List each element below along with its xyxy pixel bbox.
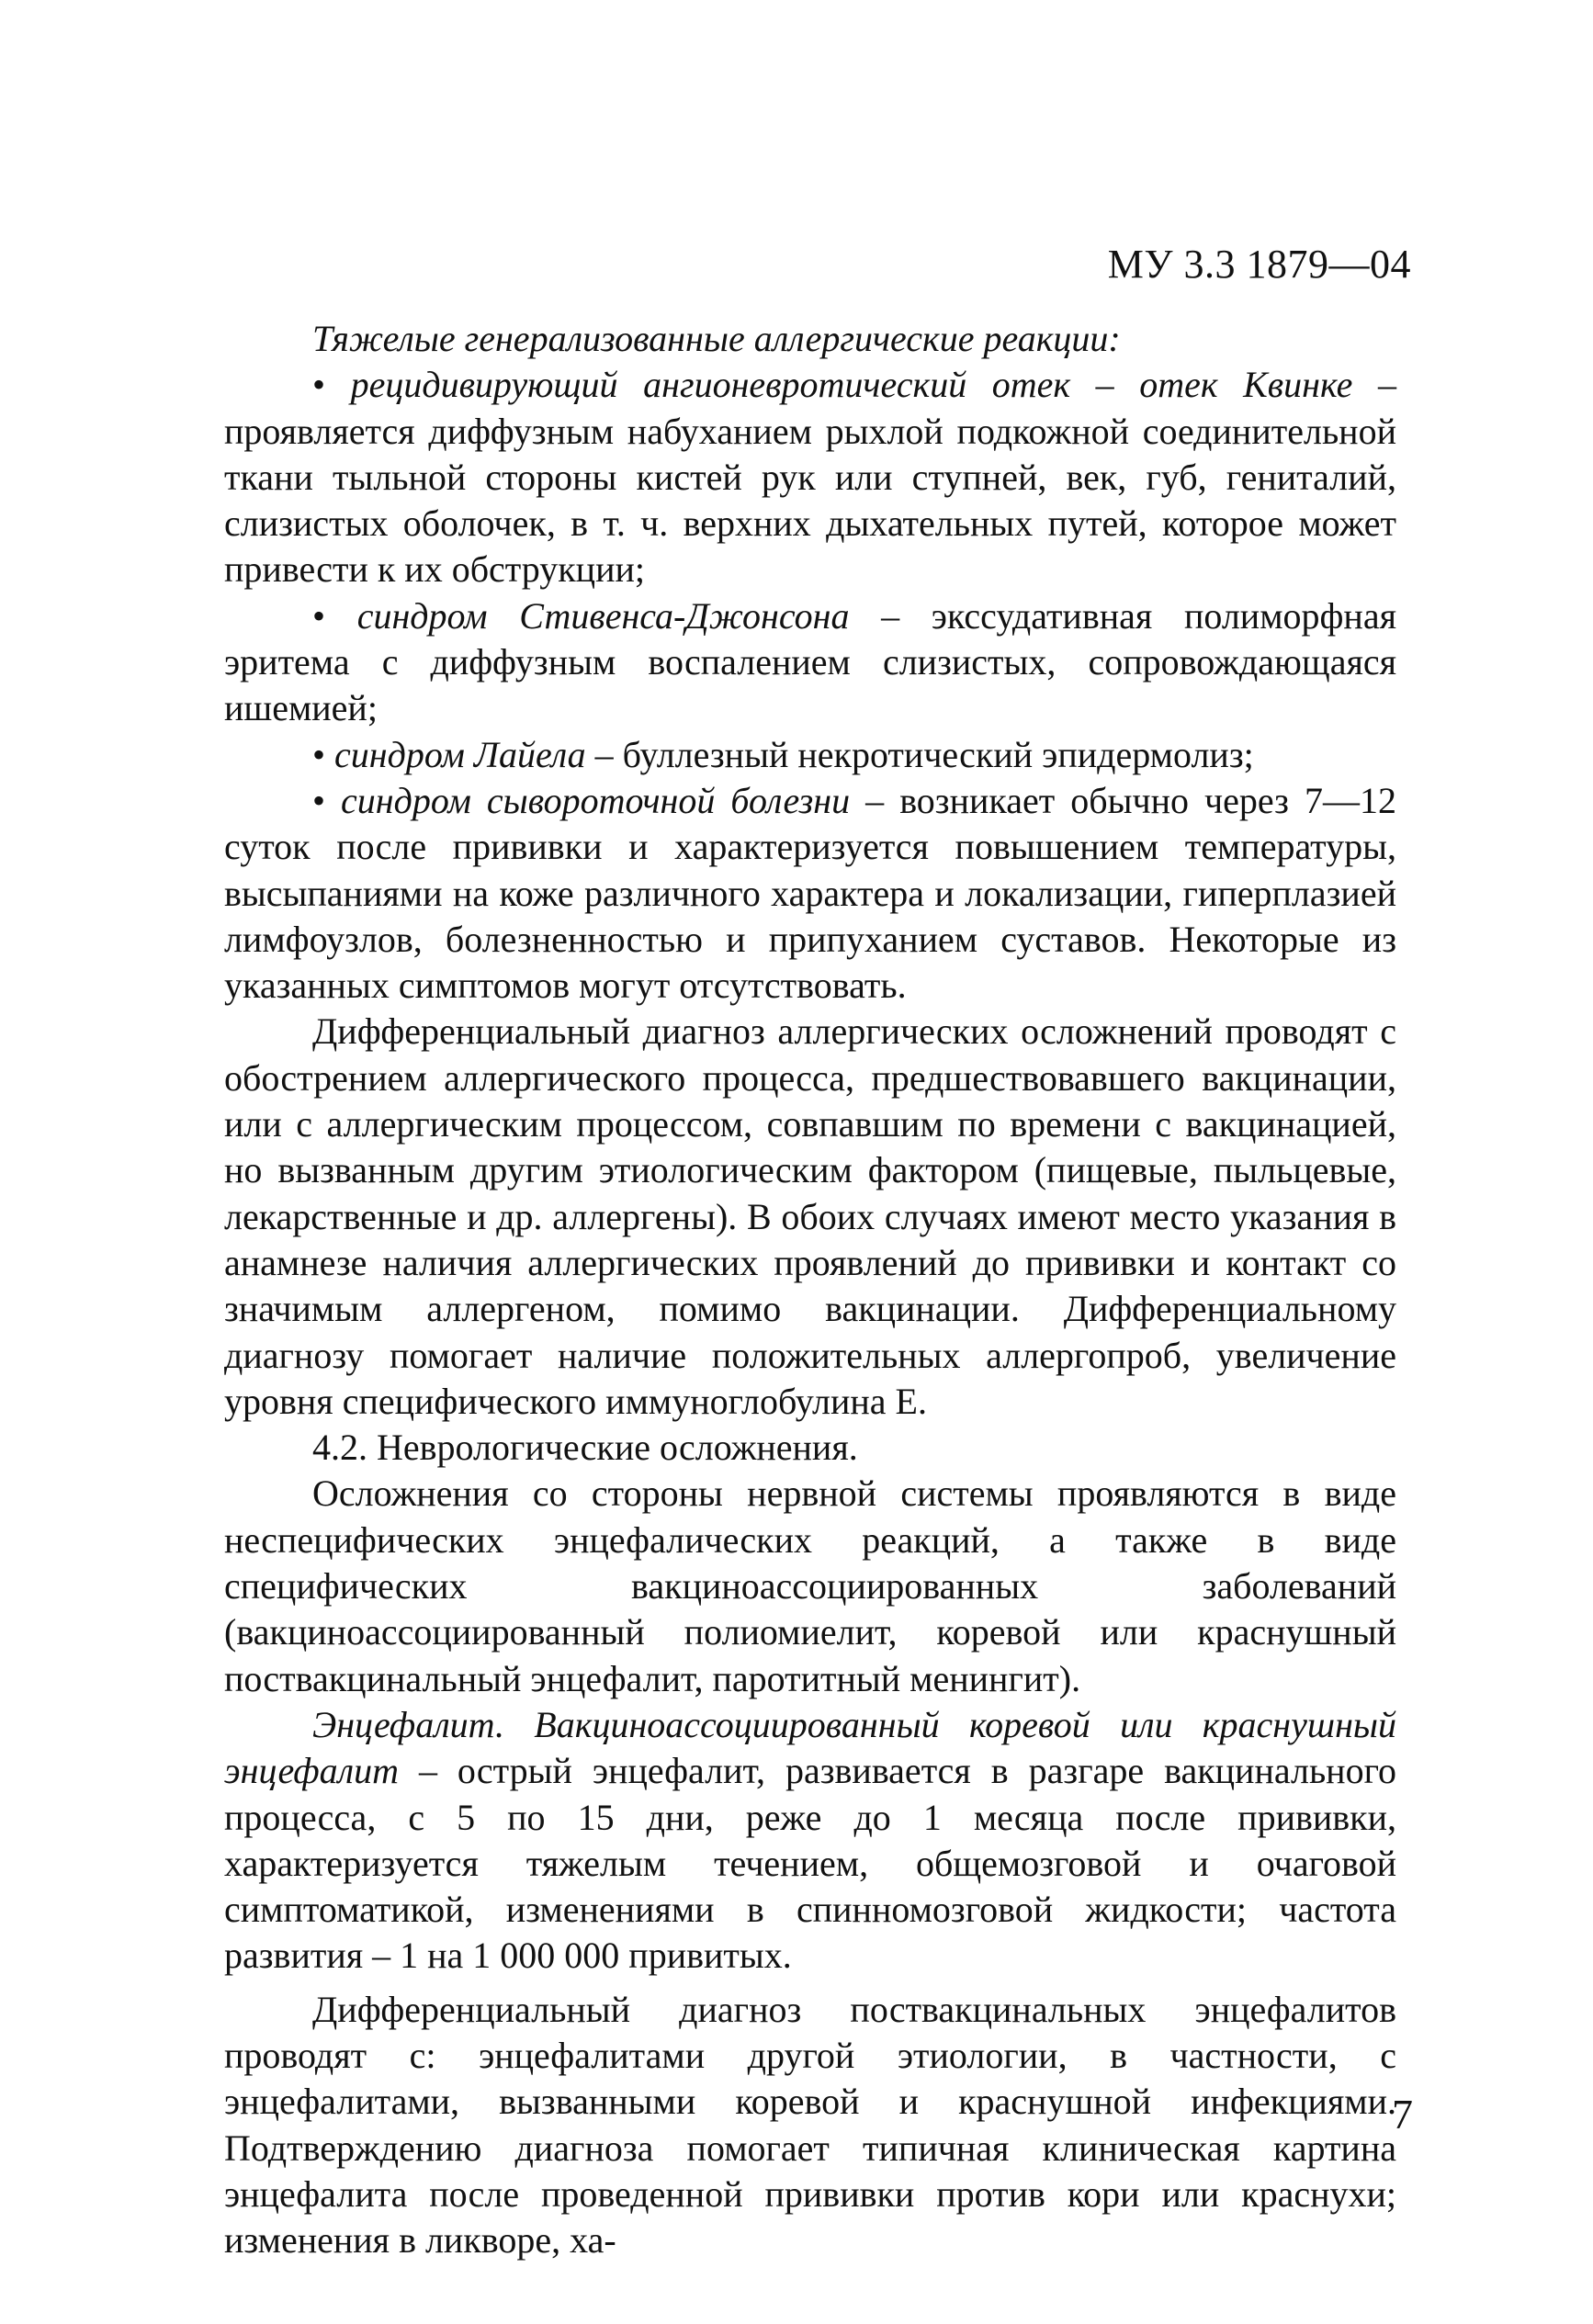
bullet-serum-sickness-term: синдром сывороточной болезни <box>341 779 851 821</box>
bullet-quincke-edema: • рецидивирующий ангионевротический отек – отек Квинке – проявляется диффузным набуханием рыхлой подкожной соединительной ткани тыльной стороны кистей рук или ступней, век, губ, гениталий, слизистых оболочек, в т. ч. верхних дыхательных путей, которое может привести к их обструкции; <box>224 364 1396 591</box>
bullet-lyell-term: синдром Лайела <box>334 733 586 775</box>
neuro-intro-paragraph: Осложнения со стороны нервной системы проявляются в виде неспецифических энцефалических реакций, а также в виде специфических вакциноассоциированных заболеваний (вакциноассоциированный полиомиелит, коревой или краснушный поствакцинальный энцефалит, паротитный менингит). <box>224 1472 1396 1699</box>
neuro-differential-paragraph: Дифференциальный диагноз поствакцинальных энцефалитов проводят с: энцефалитами другой этиологии, в частности, с энцефалитами, вызванными коревой и краснушной инфекциями. Подтверждению диагноза помогает типичная клиническая картина энцефалита после проведенной прививки против кори или краснухи; изменения в ликворе, ха- <box>224 1988 1396 2262</box>
neuro-section-heading: 4.2. Неврологические осложнения. <box>312 1427 858 1469</box>
encephalitis-paragraph <box>224 1702 1396 1980</box>
bullet-quincke-term: рецидивирующий ангионевротический отек – отек Квинке <box>350 364 1353 406</box>
allergic-differential-paragraph: Дифференциальный диагноз аллергических осложнений проводят с обострением аллергического процесса, предшествовавшего вакцинации, или с аллергическим процессом, совпавшим по времени с вакцинацией, но вызванным другим этиологическим фактором (пищевые, пыльцевые, лекарственные и др. аллергены). В обоих случаях имеют место указания в анамнезе наличия аллергических проявлений до прививки и контакт со значимым аллергеном, помимо вакцинации. Дифференциальному диагнозу помогает наличие положительных аллергопроб, увеличение уровня специфического иммуноглобулина Е. <box>224 1010 1396 1422</box>
bullet-serum-sickness: • синдром сывороточной болезни – возникает обычно через 7—12 суток после прививки и характеризуется повышением температуры, высыпаниями на коже различного характера и локализации, гиперплазией лимфоузлов, болезненностью и припуханием суставов. Некоторые из указанных симптомов могут отсутствовать. <box>224 779 1396 1007</box>
encephalitis-term: Энцефалит. Вакциноассоциированный коревой или краснушный энцефалит <box>224 1703 1396 1792</box>
allergic-reactions-heading <box>224 316 1396 362</box>
document-code: МУ 3.3 1879—04 <box>1107 242 1411 287</box>
bullet-lyell-text: – буллезный некротический эпидермолиз; <box>585 733 1254 775</box>
encephalitis-text: – острый энцефалит, развивается в разгаре вакцинального процесса, с 5 по 15 дни, реже до 1 месяца после прививки, характеризуется тяжелым течением, общемозговой и очаговой симптоматикой, изменениями в спинномозговой жидкости; частота развития – 1 на 1 000 000 привитых. <box>224 1750 1396 1977</box>
bullet-lyell: • синдром Лайела – буллезный некротический эпидермолиз; <box>312 733 1254 775</box>
allergic-reactions-heading-text: Тяжелые генерализованные аллергические реакции: <box>312 318 1121 359</box>
document-body <box>224 316 1396 2263</box>
page-number: 7 <box>1392 2091 1413 2138</box>
bullet-stevens-johnson-text: – экссудативная полиморфная эритема с диффузным воспалением слизистых, сопровождающаяся ишемией; <box>224 594 1396 729</box>
bullet-stevens-johnson: • синдром Стивенса-Джонсона – экссудативная полиморфная эритема с диффузным воспалением слизистых, сопровождающаяся ишемией; <box>224 594 1396 729</box>
bullet-serum-sickness-text: – возникает обычно через 7—12 суток после прививки и характеризуется повышением температуры, высыпаниями на коже различного характера и локализации, гиперплазией лимфоузлов, болезненностью и припуханием суставов. Некоторые из указанных симптомов могут отсутствовать. <box>224 779 1396 1007</box>
bullet-quincke-text: – проявляется диффузным набуханием рыхлой подкожной соединительной ткани тыльной стороны кистей рук или ступней, век, губ, гениталий, слизистых оболочек, в т. ч. верхних дыхательных путей, которое может привести к их обструкции; <box>224 364 1396 591</box>
bullet-stevens-johnson-term: синдром Стивенса-Джонсона <box>356 594 850 637</box>
